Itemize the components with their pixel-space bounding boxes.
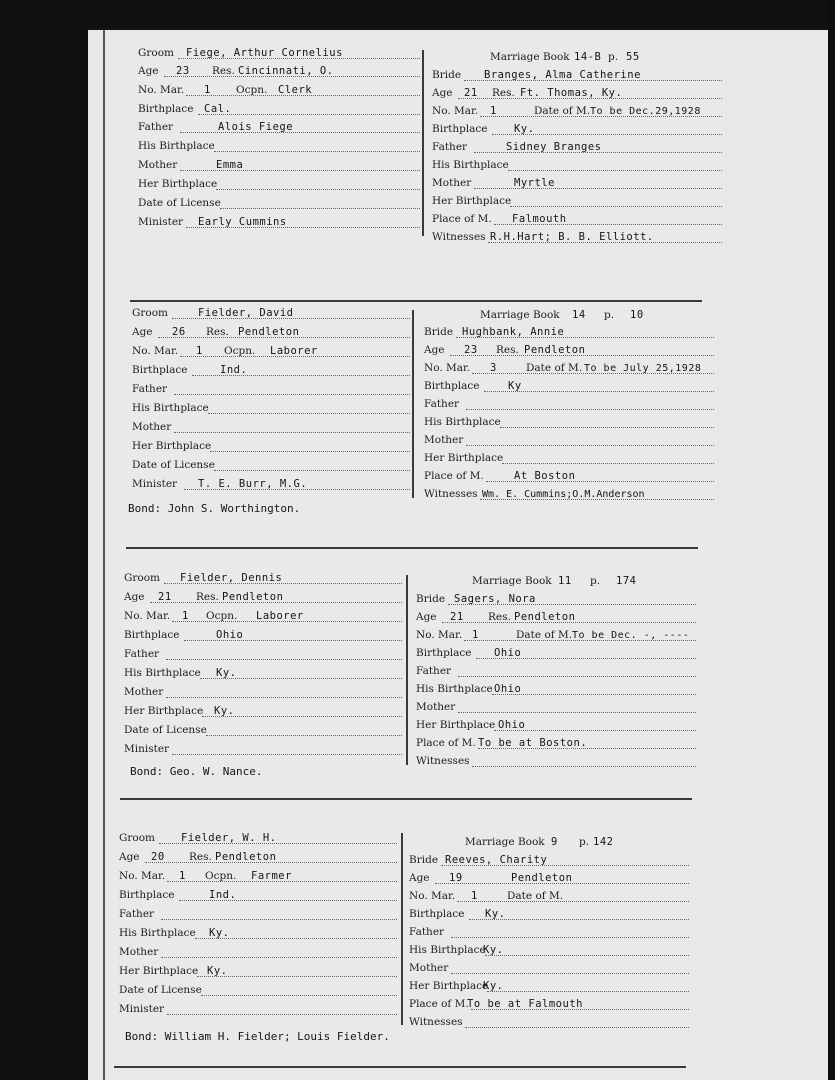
bride-age-res-row <box>424 343 714 359</box>
groom-father: Alois Fiege <box>218 121 294 133</box>
column-divider <box>412 310 414 498</box>
date-of-license-label: Date of License <box>119 984 202 996</box>
mother-row <box>119 945 397 961</box>
groom-ocpn: Farmer <box>251 870 292 882</box>
groom-no-mar: 1 <box>182 610 189 622</box>
bride-birthplace-row <box>409 907 689 923</box>
bride-age-res-row <box>432 86 722 102</box>
birthplace-label: Birthplace <box>432 123 488 135</box>
date-of-license-label: Date of License <box>124 724 207 736</box>
groom-ocpn: Laborer <box>256 610 304 622</box>
bride-row <box>409 853 689 869</box>
marriage-book-label: Marriage Book <box>465 836 545 848</box>
bride-age: 19 <box>449 872 463 884</box>
birthplace-label: Birthplace <box>424 380 480 392</box>
no-mar-row <box>132 344 410 360</box>
father-label: Father <box>138 121 174 133</box>
bride-birthplace: Ky <box>508 380 522 392</box>
her-birthplace-label: Her Birthplace <box>119 965 199 977</box>
place-of-m-row <box>424 469 714 485</box>
bride-her-birthplace-row <box>416 718 696 734</box>
margin-line <box>103 30 105 1080</box>
bride-row <box>416 592 696 608</box>
witnesses-row <box>409 1015 689 1031</box>
res-label: Res. <box>488 611 511 623</box>
bride-birthplace-row <box>424 379 714 395</box>
bride-label: Bride <box>424 326 454 338</box>
groom-res: Cincinnati, O. <box>238 65 334 77</box>
bride-date-of-m: To be Dec. -, ---- <box>572 630 690 641</box>
bride-place-of-m: At Boston <box>514 470 576 482</box>
groom-minister: T. E. Burr, M.G. <box>198 478 308 490</box>
age-label: Age <box>119 851 140 863</box>
no-mar-row <box>124 609 402 625</box>
age-label: Age <box>416 611 437 623</box>
bride-witnesses: R.H.Hart; B. B. Elliott. <box>490 231 654 243</box>
mother-label: Mother <box>132 421 172 433</box>
bride-mother-row <box>432 176 722 192</box>
age-label: Age <box>138 65 159 77</box>
father-label: Father <box>119 908 155 920</box>
bride-father-row <box>424 397 714 413</box>
bride-her-birthplace-row <box>409 979 689 995</box>
her-birthplace-row <box>119 964 397 980</box>
her-birthplace-label: Her Birthplace <box>409 980 489 992</box>
column-divider <box>406 575 408 765</box>
mother-label: Mother <box>416 701 456 713</box>
bride-mother: Myrtle <box>514 177 555 189</box>
no-mar-label: No. Mar. <box>416 629 463 641</box>
bride-date-of-m: To be July 25,1928 <box>584 363 702 374</box>
groom-label: Groom <box>132 307 169 319</box>
no-mar-label: No. Mar. <box>124 610 171 622</box>
minister-label: Minister <box>138 216 184 228</box>
bond-text: Bond: Geo. W. Nance. <box>130 765 263 778</box>
birthplace-label: Birthplace <box>119 889 175 901</box>
marriage-book-number: 14 <box>572 309 586 321</box>
his-birthplace-label: His Birthplace <box>424 416 501 428</box>
bride-his-birthplace-row <box>424 415 714 431</box>
mother-row <box>138 158 420 174</box>
ocpn-label: Ocpn. <box>205 870 237 882</box>
bride-label: Bride <box>409 854 439 866</box>
groom-no-mar: 1 <box>204 84 211 96</box>
groom-age: 21 <box>158 591 172 603</box>
her-birthplace-row <box>132 439 410 455</box>
father-label: Father <box>132 383 168 395</box>
bride-name: Sagers, Nora <box>454 593 536 605</box>
his-birthplace-label: His Birthplace <box>138 140 215 152</box>
bride-no-mar: 3 <box>490 362 497 374</box>
groom-ocpn: Laborer <box>270 345 318 357</box>
ocpn-label: Ocpn. <box>224 345 256 357</box>
birthplace-label: Birthplace <box>416 647 472 659</box>
no-mar-row <box>119 869 397 885</box>
witnesses-row <box>424 487 714 503</box>
bride-no-mar-row <box>424 361 714 377</box>
bride-birthplace: Ky. <box>485 908 506 920</box>
marriage-book-page: 142 <box>593 836 614 848</box>
groom-birthplace: Ind. <box>209 889 237 901</box>
date-of-license-row <box>132 458 410 474</box>
groom-name: Fielder, David <box>198 307 294 319</box>
father-row <box>124 647 402 663</box>
his-birthplace-label: His Birthplace <box>416 683 493 695</box>
record-separator <box>120 798 692 800</box>
his-birthplace-row <box>132 401 410 417</box>
marriage-book-number: 9 <box>551 836 558 848</box>
age-label: Age <box>409 872 430 884</box>
date-of-license-row <box>119 983 397 999</box>
res-label: Res. <box>189 851 212 863</box>
bride-no-mar-row <box>416 628 696 644</box>
page-label: p. <box>608 51 619 63</box>
groom-name: Fielder, Dennis <box>180 572 283 584</box>
groom-name: Fielder, W. H. <box>181 832 277 844</box>
father-label: Father <box>432 141 468 153</box>
his-birthplace-row <box>119 926 397 942</box>
age-label: Age <box>424 344 445 356</box>
bride-mother-row <box>409 961 689 977</box>
father-label: Father <box>424 398 460 410</box>
groom-label: Groom <box>119 832 156 844</box>
date-of-license-row <box>124 723 402 739</box>
minister-row <box>119 1002 397 1018</box>
bride-age-res-row <box>416 610 696 626</box>
mother-label: Mother <box>119 946 159 958</box>
witnesses-row <box>416 754 696 770</box>
age-res-row <box>138 64 420 80</box>
marriage-book-row <box>416 574 696 590</box>
ocpn-label: Ocpn. <box>206 610 238 622</box>
groom-her-birthplace: Ky. <box>214 705 235 717</box>
marriage-book-page: 174 <box>616 575 637 587</box>
groom-her-birthplace: Ky. <box>207 965 228 977</box>
groom-row <box>124 571 402 587</box>
her-birthplace-label: Her Birthplace <box>416 719 496 731</box>
marriage-book-number: 14-B <box>574 51 602 63</box>
bride-birthplace: Ky. <box>514 123 535 135</box>
place-of-m-row <box>416 736 696 752</box>
place-of-m-label: Place of M. <box>409 998 469 1010</box>
father-label: Father <box>124 648 160 660</box>
his-birthplace-row <box>124 666 402 682</box>
res-label: Res. <box>492 87 515 99</box>
his-birthplace-label: His Birthplace <box>124 667 201 679</box>
bride-his-birthplace: Ky. <box>483 944 504 956</box>
bride-father-row <box>416 664 696 680</box>
father-row <box>119 907 397 923</box>
witnesses-label: Witnesses <box>409 1016 463 1028</box>
place-of-m-label: Place of M. <box>416 737 476 749</box>
marriage-book-label: Marriage Book <box>472 575 552 587</box>
bride-res: Pendleton <box>511 872 573 884</box>
bride-his-birthplace-row <box>409 943 689 959</box>
marriage-book-page: 55 <box>626 51 640 63</box>
no-mar-label: No. Mar. <box>424 362 471 374</box>
groom-name: Fiege, Arthur Cornelius <box>186 47 343 59</box>
his-birthplace-row <box>138 139 420 155</box>
bride-father-row <box>432 140 722 156</box>
bride-no-mar: 1 <box>471 890 478 902</box>
his-birthplace-label: His Birthplace <box>119 927 196 939</box>
birthplace-label: Birthplace <box>124 629 180 641</box>
bride-age: 21 <box>450 611 464 623</box>
bride-row <box>432 68 722 84</box>
father-row <box>138 120 420 136</box>
groom-his-birthplace: Ky. <box>209 927 230 939</box>
res-label: Res. <box>212 65 235 77</box>
mother-label: Mother <box>138 159 178 171</box>
date-of-license-label: Date of License <box>132 459 215 471</box>
minister-row <box>138 215 420 231</box>
record-separator <box>130 300 702 302</box>
bride-her-birthplace: Ky. <box>483 980 504 992</box>
marriage-book-row <box>432 50 722 66</box>
column-divider <box>401 833 403 1025</box>
father-label: Father <box>409 926 445 938</box>
age-label: Age <box>432 87 453 99</box>
bride-her-birthplace-row <box>432 194 722 210</box>
groom-ocpn: Clerk <box>278 84 313 96</box>
bride-name: Branges, Alma Catherine <box>484 69 641 81</box>
bride-row <box>424 325 714 341</box>
page-label: p. <box>579 836 590 848</box>
age-res-row <box>119 850 397 866</box>
bride-mother-row <box>424 433 714 449</box>
place-of-m-label: Place of M. <box>432 213 492 225</box>
bride-label: Bride <box>416 593 446 605</box>
birthplace-label: Birthplace <box>409 908 465 920</box>
birthplace-label: Birthplace <box>138 103 194 115</box>
page-label: p. <box>604 309 615 321</box>
groom-mother: Emma <box>216 159 244 171</box>
bride-res: Ft. Thomas, Ky. <box>520 87 623 99</box>
res-label: Res. <box>496 344 519 356</box>
his-birthplace-label: His Birthplace <box>432 159 509 171</box>
groom-birthplace: Ohio <box>216 629 244 641</box>
marriage-book-page: 10 <box>630 309 644 321</box>
mother-row <box>132 420 410 436</box>
date-of-license-row <box>138 196 420 212</box>
res-label: Res. <box>196 591 219 603</box>
witnesses-row <box>432 230 722 246</box>
age-res-row <box>124 590 402 606</box>
scan-edge <box>828 0 835 1080</box>
minister-row <box>132 477 410 493</box>
groom-row <box>119 831 397 847</box>
her-birthplace-label: Her Birthplace <box>132 440 212 452</box>
date-of-license-label: Date of License <box>138 197 221 209</box>
birthplace-label: Birthplace <box>132 364 188 376</box>
bride-father-row <box>409 925 689 941</box>
bond-text: Bond: John S. Worthington. <box>128 502 301 515</box>
groom-label: Groom <box>124 572 161 584</box>
marriage-book-label: Marriage Book <box>490 51 570 63</box>
bride-age: 21 <box>464 87 478 99</box>
groom-minister: Early Cummins <box>198 216 287 228</box>
her-birthplace-label: Her Birthplace <box>424 452 504 464</box>
bride-no-mar: 1 <box>472 629 479 641</box>
mother-label: Mother <box>409 962 449 974</box>
witnesses-label: Witnesses <box>432 231 486 243</box>
record-separator <box>126 547 698 549</box>
bride-father: Sidney Branges <box>506 141 602 153</box>
her-birthplace-label: Her Birthplace <box>432 195 512 207</box>
birthplace-row <box>138 102 420 118</box>
bride-place-of-m: Falmouth <box>512 213 567 225</box>
groom-birthplace: Ind. <box>220 364 248 376</box>
birthplace-row <box>119 888 397 904</box>
bride-label: Bride <box>432 69 462 81</box>
father-row <box>132 382 410 398</box>
column-divider <box>422 50 424 236</box>
witnesses-label: Witnesses <box>416 755 470 767</box>
bride-his-birthplace: Ohio <box>494 683 522 695</box>
bride-name: Hughbank, Annie <box>462 326 565 338</box>
her-birthplace-label: Her Birthplace <box>124 705 204 717</box>
marriage-book-row <box>409 835 689 851</box>
groom-his-birthplace: Ky. <box>216 667 237 679</box>
bride-birthplace: Ohio <box>494 647 522 659</box>
date-of-m-label: Date of M. <box>516 629 573 641</box>
ocpn-label: Ocpn. <box>236 84 268 96</box>
place-of-m-row <box>432 212 722 228</box>
groom-res: Pendleton <box>238 326 300 338</box>
groom-birthplace: Cal. <box>204 103 232 115</box>
bride-place-of-m: To be at Falmouth <box>467 998 583 1010</box>
bride-mother-row <box>416 700 696 716</box>
bride-her-birthplace-row <box>424 451 714 467</box>
her-birthplace-row <box>124 704 402 720</box>
bride-his-birthplace-row <box>416 682 696 698</box>
groom-row <box>138 46 420 62</box>
record-separator <box>114 1066 686 1068</box>
mother-label: Mother <box>424 434 464 446</box>
bride-birthplace-row <box>416 646 696 662</box>
page-label: p. <box>590 575 601 587</box>
no-mar-label: No. Mar. <box>138 84 185 96</box>
bride-name: Reeves, Charity <box>445 854 548 866</box>
bride-age: 23 <box>464 344 478 356</box>
groom-age: 20 <box>151 851 165 863</box>
res-label: Res. <box>206 326 229 338</box>
mother-label: Mother <box>432 177 472 189</box>
bride-place-of-m: To be at Boston. <box>478 737 588 749</box>
bride-res: Pendleton <box>514 611 576 623</box>
no-mar-label: No. Mar. <box>119 870 166 882</box>
bride-date-of-m: To be Dec.29,1928 <box>590 106 701 117</box>
groom-res: Pendleton <box>215 851 277 863</box>
groom-res: Pendleton <box>222 591 284 603</box>
his-birthplace-label: His Birthplace <box>132 402 209 414</box>
bride-no-mar-row <box>432 104 722 120</box>
birthplace-row <box>132 363 410 379</box>
witnesses-label: Witnesses <box>424 488 478 500</box>
bride-his-birthplace-row <box>432 158 722 174</box>
bride-no-mar: 1 <box>490 105 497 117</box>
place-of-m-label: Place of M. <box>424 470 484 482</box>
age-res-row <box>132 325 410 341</box>
groom-label: Groom <box>138 47 175 59</box>
bride-age-res-row <box>409 871 689 887</box>
date-of-m-label: Date of M. <box>526 362 583 374</box>
mother-row <box>124 685 402 701</box>
mother-label: Mother <box>124 686 164 698</box>
marriage-book-number: 11 <box>558 575 572 587</box>
no-mar-label: No. Mar. <box>409 890 456 902</box>
groom-age: 26 <box>172 326 186 338</box>
minister-label: Minister <box>119 1003 165 1015</box>
no-mar-row <box>138 83 420 99</box>
his-birthplace-label: His Birthplace <box>409 944 486 956</box>
minister-label: Minister <box>132 478 178 490</box>
groom-row <box>132 306 410 322</box>
bride-birthplace-row <box>432 122 722 138</box>
her-birthplace-row <box>138 177 420 193</box>
bride-her-birthplace: Ohio <box>498 719 526 731</box>
her-birthplace-label: Her Birthplace <box>138 178 218 190</box>
place-of-m-row <box>409 997 689 1013</box>
no-mar-label: No. Mar. <box>132 345 179 357</box>
father-label: Father <box>416 665 452 677</box>
bride-no-mar-row <box>409 889 689 905</box>
bride-res: Pendleton <box>524 344 586 356</box>
date-of-m-label: Date of M. <box>507 890 564 902</box>
minister-label: Minister <box>124 743 170 755</box>
birthplace-row <box>124 628 402 644</box>
marriage-book-row <box>424 308 714 324</box>
no-mar-label: No. Mar. <box>432 105 479 117</box>
minister-row <box>124 742 402 758</box>
age-label: Age <box>132 326 153 338</box>
groom-age: 23 <box>176 65 190 77</box>
marriage-book-label: Marriage Book <box>480 309 560 321</box>
date-of-m-label: Date of M. <box>534 105 591 117</box>
bride-witnesses: Wm. E. Cummins;O.M.Anderson <box>482 489 645 500</box>
groom-no-mar: 1 <box>196 345 203 357</box>
age-label: Age <box>124 591 145 603</box>
bond-text: Bond: William H. Fielder; Louis Fielder. <box>125 1030 390 1043</box>
groom-no-mar: 1 <box>179 870 186 882</box>
